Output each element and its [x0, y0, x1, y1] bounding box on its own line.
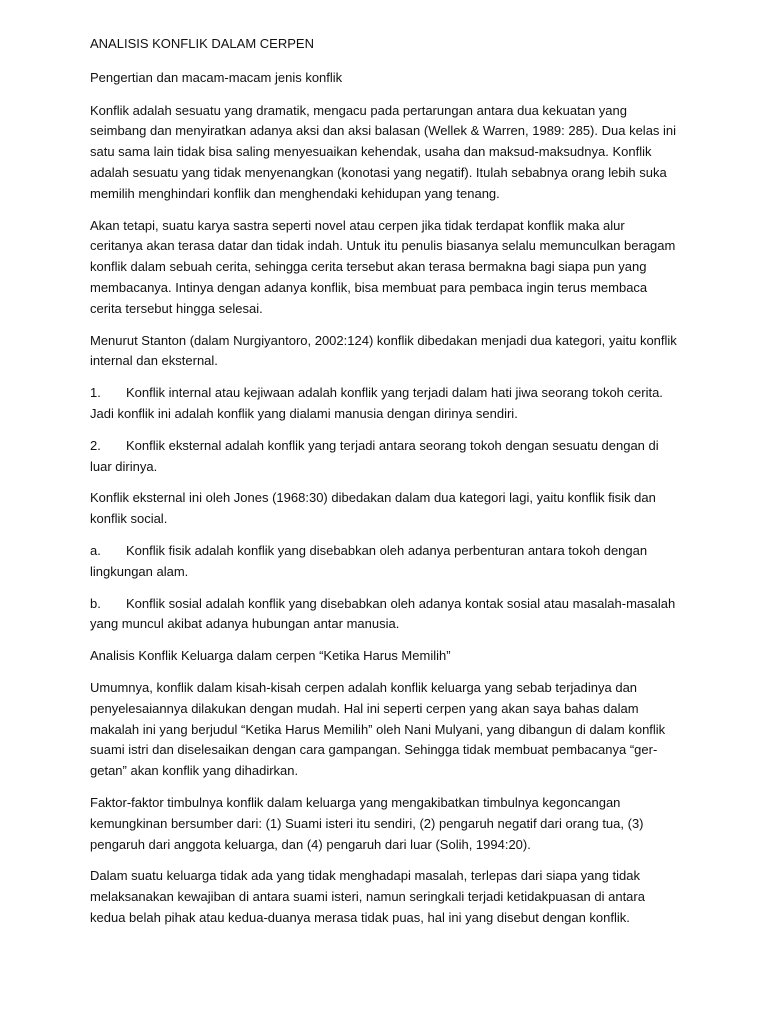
section-heading-pengertian: Pengertian dan macam-macam jenis konflik — [90, 69, 343, 85]
paragraph-family-conflict: Umumnya, konflik dalam kisah-kisah cerpen adalah konflik keluarga yang sebab terjadinya dan penyelesaiannya dilakukan dengan mudah. Hal ini seperti cerpen yang akan saya bahas dalam makalah ini yang berjudul “Ketika Harus Memilih” oleh Nani Mulyani, yang dibangun di dalam konflik suami istri dan diselesaikan dengan cara gampangan. Sehingga tidak membuat pembacanya “ger-getan” akan konflik yang dihadirkan. — [90, 679, 666, 779]
list-marker: a. — [90, 542, 101, 558]
list-marker: 2. — [90, 437, 101, 453]
document-title: ANALISIS KONFLIK DALAM CERPEN — [90, 36, 314, 51]
list-item-social — [90, 594, 680, 636]
list-item-text: Konflik eksternal adalah konflik yang terjadi antara seorang tokoh dengan sesuatu dengan di luar dirinya. — [90, 437, 659, 474]
list-item-text: Konflik sosial adalah konflik yang disebabkan oleh adanya kontak sosial atau masalah-masalah yang muncul akibat adanya hubungan antar manusia. — [90, 595, 676, 632]
paragraph-stanton: Menurut Stanton (dalam Nurgiyantoro, 2002:124) konflik dibedakan menjadi dua kategori, yaitu konflik internal dan eksternal. — [90, 332, 677, 369]
list-item-text: Konflik internal atau kejiwaan adalah konflik yang terjadi dalam hati jiwa seorang tokoh cerita. Jadi konflik ini adalah konflik yang dialami manusia dengan dirinya sendiri. — [90, 385, 663, 421]
paragraph-definition: Konflik adalah sesuatu yang dramatik, mengacu pada pertarungan antara dua kekuatan yang seimbang dan menyiratkan adanya aksi dan aksi balasan (Wellek & Warren, 1989: 285). Dua kelas ini satu sama lain tidak bisa saling menyesuaikan kehendak, usaha dan maksud-maksudnya. Konflik adalah sesuatu yang tidak menyenangkan (konotasi yang negatif). Itulah sebabnya orang lebih suka memilih menghindari konflik dan menghendaki kehidupan yang tenang. — [90, 102, 677, 201]
paragraph-family-problems: Dalam suatu keluarga tidak ada yang tidak menghadapi masalah, terlepas dari siapa yang tidak melaksanakan kewajiban di antara suami isteri, namun seringkali terjadi ketidakpuasan di antara kedua belah pihak atau kedua-duanya merasa tidak puas, hal ini yang disebut dengan konflik. — [90, 868, 645, 925]
paragraph-jones: Konflik eksternal ini oleh Jones (1968:30) dibedakan dalam dua kategori lagi, yaitu konflik fisik dan konflik social. — [90, 490, 656, 527]
section-heading-analisis: Analisis Konflik Keluarga dalam cerpen “Ketika Harus Memilih” — [90, 648, 451, 664]
list-item-external — [90, 436, 680, 478]
list-marker: b. — [90, 595, 101, 611]
paragraph-literary-conflict: Akan tetapi, suatu karya sastra seperti novel atau cerpen jika tidak terdapat konflik maka alur ceritanya akan terasa datar dan tidak indah. Untuk itu penulis biasanya selalu memunculkan beragam konflik dalam sebuah cerita, sehingga cerita tersebut akan terasa bermakna bagi siapa pun yang membacanya. Intinya dengan adanya konflik, bisa membuat para pembaca ingin terus membaca cerita tersebut hingga selesai. — [90, 217, 676, 316]
paragraph-factors: Faktor-faktor timbulnya konflik dalam keluarga yang mengakibatkan timbulnya kegoncangan kemungkinan bersumber dari: (1) Suami isteri itu sendiri, (2) pengaruh negatif dari orang tua, (3) pengaruh dari anggota keluarga, dan (4) pengaruh dari luar (Solih, 1994:20). — [90, 794, 644, 852]
document-page — [90, 34, 680, 940]
list-marker: 1. — [90, 385, 101, 401]
list-item-text: Konflik fisik adalah konflik yang disebabkan oleh adanya perbenturan antara tokoh dengan lingkungan alam. — [90, 542, 648, 579]
list-item-internal — [90, 383, 680, 425]
list-item-physical — [90, 541, 680, 583]
